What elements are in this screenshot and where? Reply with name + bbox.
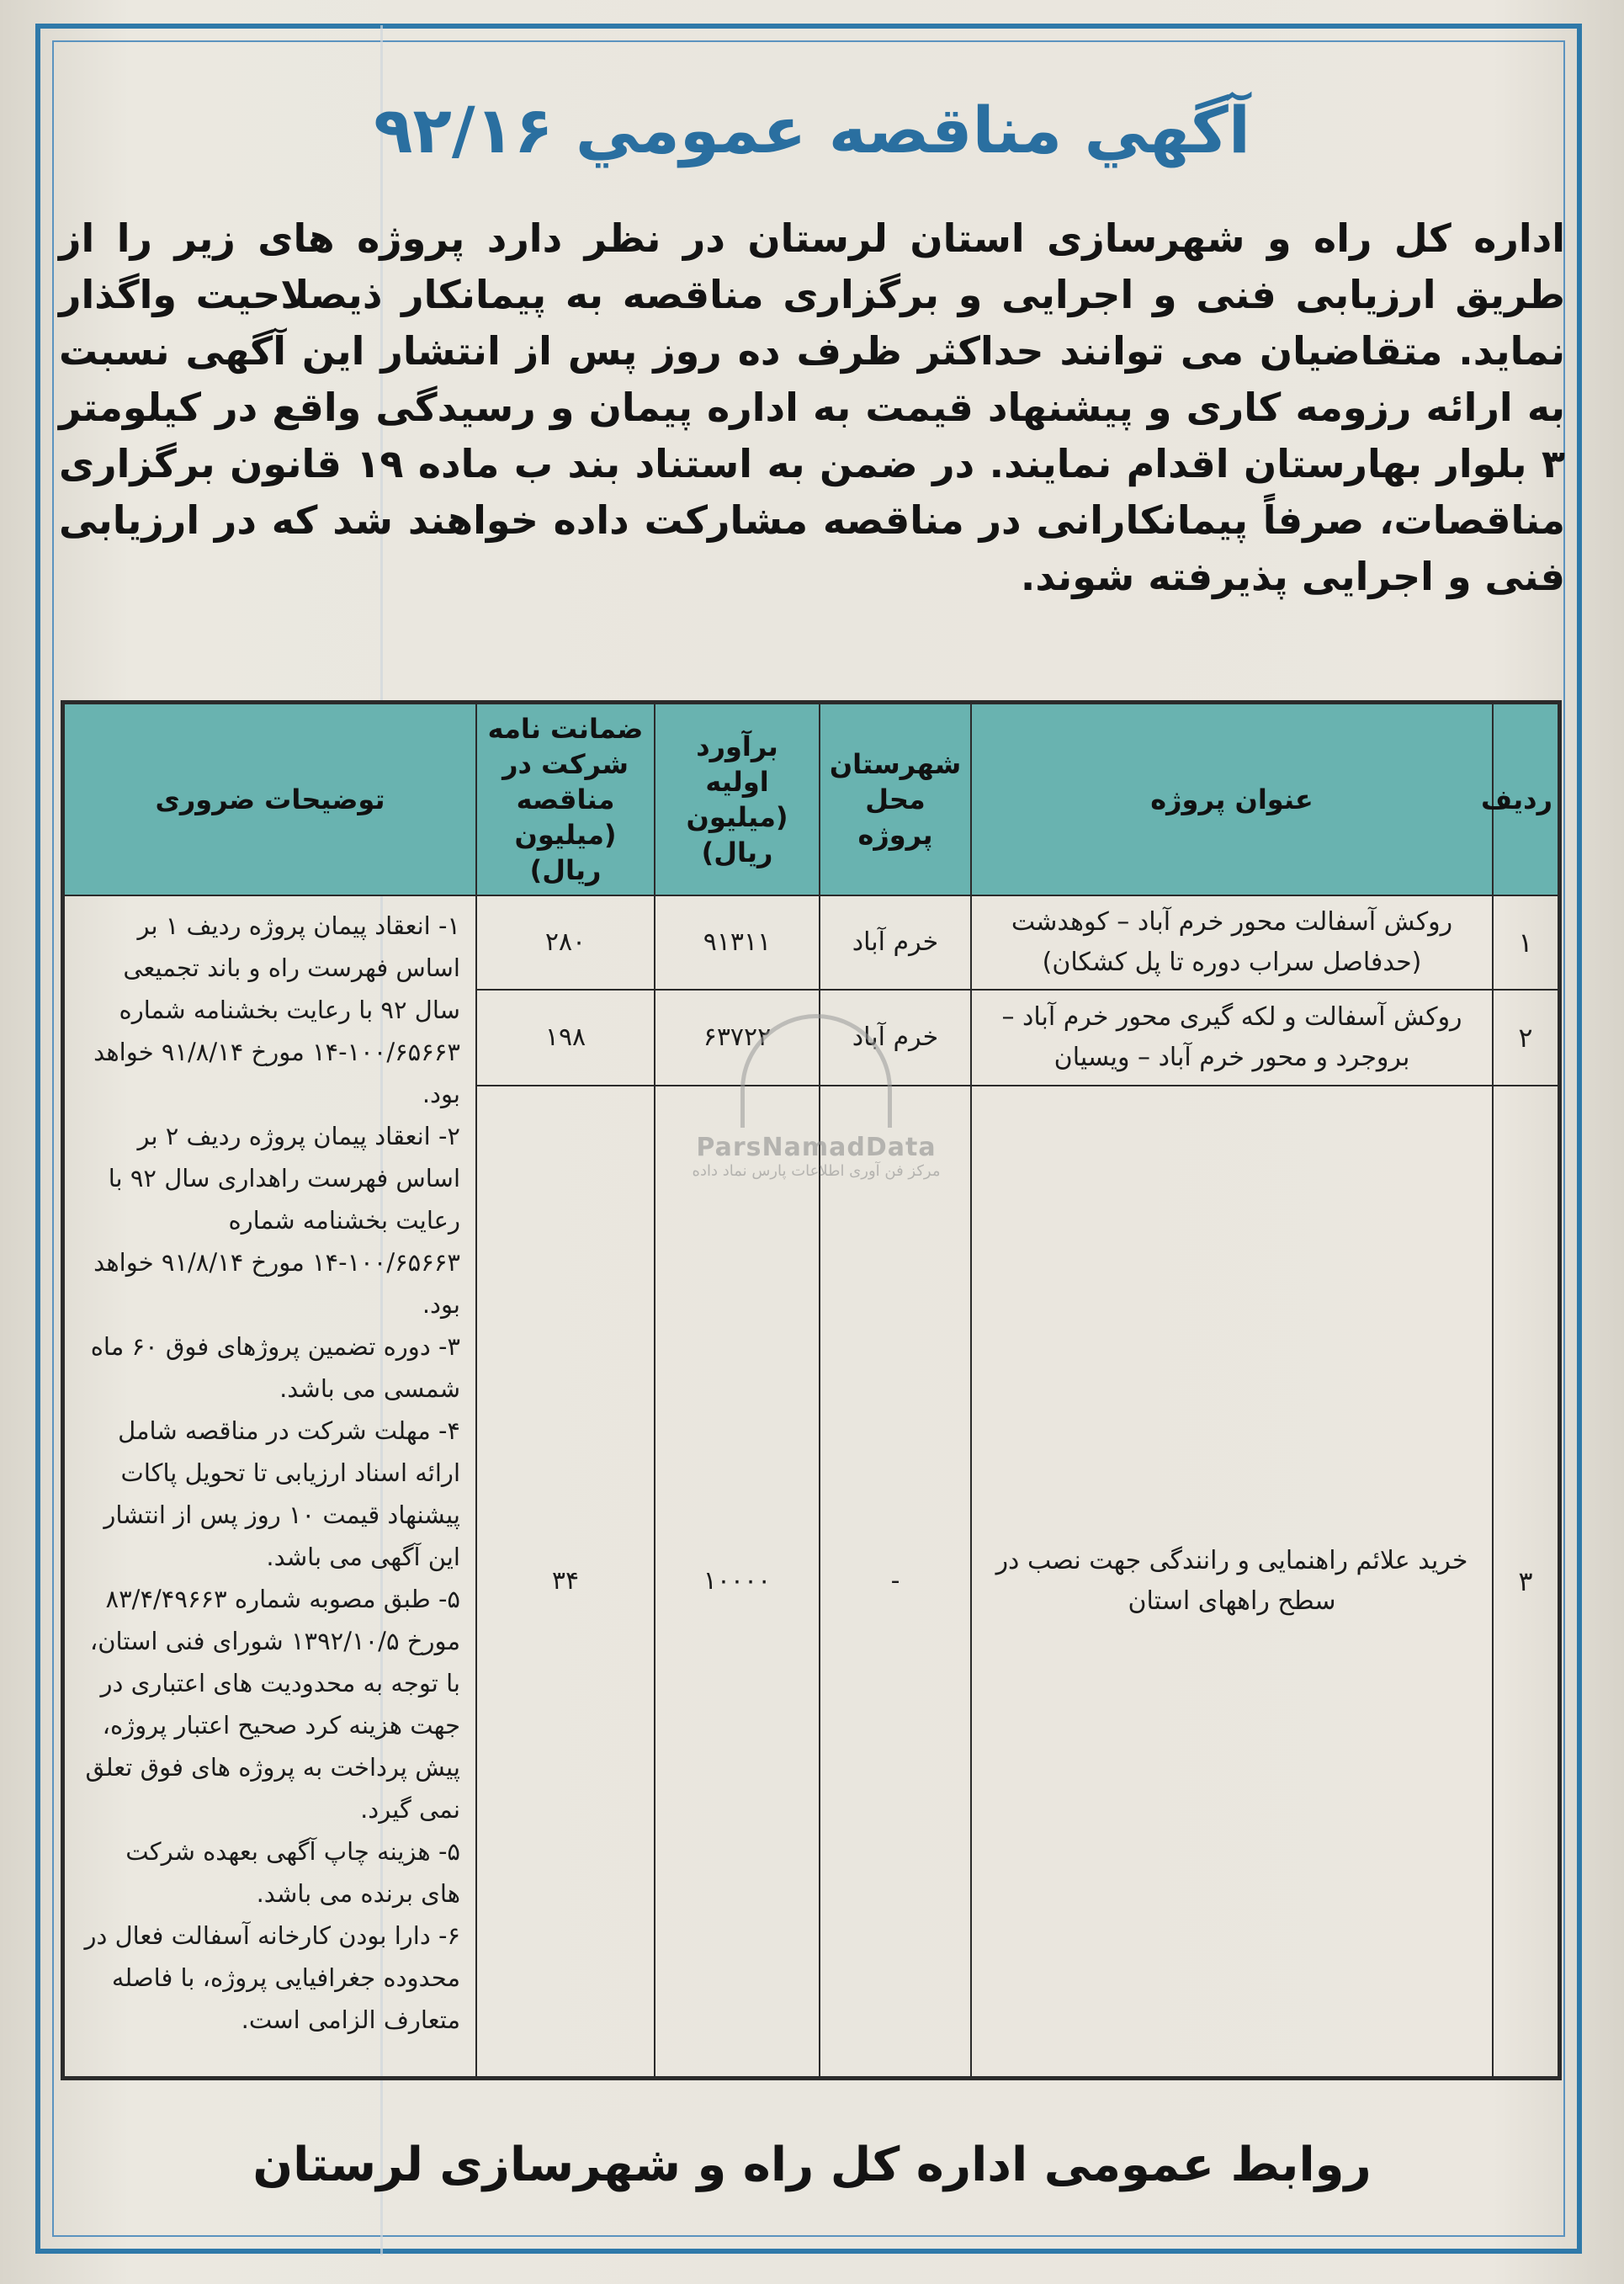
- header-estimate: برآورد اولیه (میلیون ریال): [655, 704, 820, 895]
- project-city: خرم آباد: [820, 990, 971, 1086]
- table-header-row: [64, 704, 1558, 895]
- project-title: خرید علائم راهنمایی و رانندگی جهت نصب در سطح راههای استان: [971, 1086, 1493, 2077]
- header-guarantee: ضمانت نامه شرکت در مناقصه (میلیون ریال): [476, 704, 655, 895]
- header-row-number: ردیف: [1493, 704, 1558, 895]
- note-item: ۴- مهلت شرکت در مناقصه شامل ارائه اسناد ارزیابی تا تحویل پاکات پیشنهاد قیمت ۱۰ روز پس از انتشار این آگهی می باشد.: [103, 1416, 460, 1571]
- note-item: ۲- انعقاد پیمان پروژه ردیف ۲ بر اساس فهرست راهداری سال ۹۲ با رعایت بخشنامه شماره ۱۰۰/۶۵۶۶۳-۱۴ مورخ ۹۱/۸/۱۴ خواهد بود.: [93, 1122, 460, 1319]
- notice-footer-signature: روابط عمومی اداره کل راه و شهرسازی لرستان: [252, 2138, 1372, 2192]
- project-guarantee: ۲۸۰: [476, 895, 655, 990]
- table-row: [64, 895, 1558, 990]
- project-title: روکش آسفالت محور خرم آباد – کوهدشت (حدفاصل سراب دوره تا پل کشکان): [971, 895, 1493, 990]
- project-estimate: ۹۱۳۱۱: [655, 895, 820, 990]
- project-guarantee: ۳۴: [476, 1086, 655, 2077]
- project-city: -: [820, 1086, 971, 2077]
- notice-intro-paragraph: اداره کل راه و شهرسازی استان لرستان در نظر دارد پروژه های زیر را از طریق ارزیابی فنی و اجرایی و برگزاری مناقصه به پیمانکار ذیصلاحیت واگذار نماید. متقاضیان می توانند حداکثر ظرف ده روز پس از انتشار این آگهی نسبت به ارائه رزومه کاری و پیشنهاد قیمت به اداره پیمان و رسیدگی واقع در کیلومتر ۳ بلوار بهارستان اقدام نمایند. در ضمن به استناد بند ب ماده ۱۹ قانون برگزاری مناقصات، صرفاً پیمانکارانی در مناقصه مشارکت داده خواهند شد که در ارزیابی فنی و اجرایی پذیرفته شوند.: [59, 215, 1565, 599]
- notes-cell: [64, 895, 476, 2077]
- header-project-title: عنوان پروژه: [971, 704, 1493, 895]
- note-item: ۵- طبق مصوبه شماره ۸۳/۴/۴۹۶۶۳ مورخ ۱۳۹۲/۱۰/۵ شورای فنی استان، با توجه به محدودیت های اعتباری در جهت هزینه کرد صحیح اعتبار پروژه، پیش پرداخت به پروژه های فوق تعلق نمی گیرد.: [85, 1585, 460, 1824]
- watermark-logo-icon: [740, 1014, 892, 1128]
- project-guarantee: ۱۹۸: [476, 990, 655, 1086]
- row-number: ۱: [1493, 895, 1558, 990]
- project-title: روکش آسفالت و لکه گیری محور خرم آباد – بروجرد و محور خرم آباد – ویسیان: [971, 990, 1493, 1086]
- notice-title: آگهي مناقصه عمومي ۹۲/۱۶: [374, 93, 1250, 167]
- note-item: ۶- دارا بودن کارخانه آسفالت فعال در محدوده جغرافیایی پروژه، با فاصله متعارف الزامی است.: [84, 1921, 460, 2034]
- header-city: شهرستان محل پروژه: [820, 704, 971, 895]
- watermark-subtitle: مرکز فن آوری اطلاعات پارس نماد داده: [692, 1162, 941, 1180]
- parsnamad-watermark: [656, 1014, 976, 1182]
- project-city: خرم آباد: [820, 895, 971, 990]
- note-item: ۱- انعقاد پیمان پروژه ردیف ۱ بر اساس فهرست راه و باند تجمیعی سال ۹۲ با رعایت بخشنامه شماره ۱۰۰/۶۵۶۶۳-۱۴ مورخ ۹۱/۸/۱۴ خواهد بود.: [93, 911, 460, 1108]
- header-notes: توضیحات ضروری: [64, 704, 476, 895]
- note-item: ۳- دوره تضمین پروژهای فوق ۶۰ ماه شمسی می باشد.: [90, 1332, 460, 1403]
- note-item: ۵- هزینه چاپ آگهی بعهده شرکت های برنده می باشد.: [125, 1837, 460, 1908]
- row-number: ۳: [1493, 1086, 1558, 2077]
- projects-table: [61, 700, 1562, 2080]
- project-estimate: ۱۰۰۰۰: [655, 1086, 820, 2077]
- row-number: ۲: [1493, 990, 1558, 1086]
- project-estimate: ۶۳۷۲۲: [655, 990, 820, 1086]
- watermark-name: ParsNamadData: [696, 1133, 937, 1162]
